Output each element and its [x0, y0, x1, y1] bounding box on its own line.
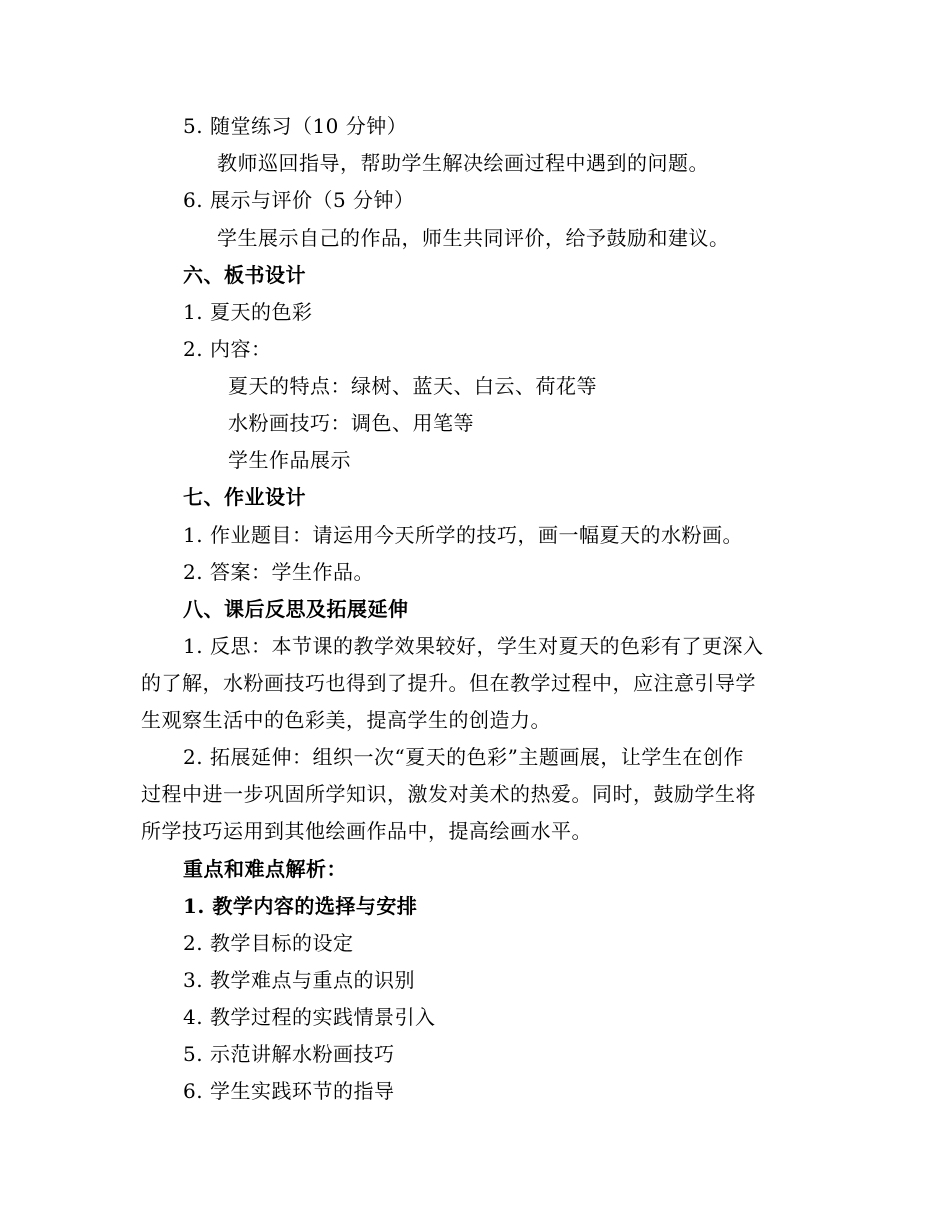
- list-item-homework-1: 1. 作业题目：请运用今天所学的技巧，画一幅夏天的水粉画。: [183, 523, 743, 547]
- board-sub-item-features: 夏天的特点：绿树、蓝天、白云、荷花等: [228, 374, 597, 398]
- list-item-key-point-6: 6. 学生实践环节的指导: [183, 1079, 395, 1103]
- list-item-key-point-1: 1. 教学内容的选择与安排: [183, 894, 418, 918]
- paragraph-extension-line-1: 2. 拓展延伸：组织一次“夏天的色彩”主题画展，让学生在创作: [183, 745, 744, 769]
- list-item-homework-2: 2. 答案：学生作品。: [183, 560, 374, 584]
- list-item-key-point-3: 3. 教学难点与重点的识别: [183, 968, 415, 992]
- board-sub-item-techniques: 水粉画技巧：调色、用笔等: [228, 411, 474, 435]
- section-heading-reflection: 八、课后反思及拓展延伸: [183, 597, 409, 621]
- list-item-practice-body: 教师巡回指导，帮助学生解决绘画过程中遇到的问题。: [217, 151, 709, 175]
- board-sub-item-showcase: 学生作品展示: [228, 448, 351, 472]
- list-item-key-point-4: 4. 教学过程的实践情景引入: [183, 1005, 436, 1029]
- paragraph-extension-line-3: 所学技巧运用到其他绘画作品中，提高绘画水平。: [141, 819, 592, 843]
- list-item-board-1: 1. 夏天的色彩: [183, 300, 313, 324]
- paragraph-reflection-line-3: 生观察生活中的色彩美，提高学生的创造力。: [141, 708, 551, 732]
- list-item-display-body: 学生展示自己的作品，师生共同评价，给予鼓励和建议。: [217, 226, 730, 250]
- section-heading-homework: 七、作业设计: [183, 485, 306, 509]
- list-item-key-point-2: 2. 教学目标的设定: [183, 931, 354, 955]
- list-item-display-title: 6. 展示与评价（5 分钟）: [183, 188, 415, 212]
- paragraph-reflection-line-2: 的了解，水粉画技巧也得到了提升。但在教学过程中，应注意引导学: [141, 671, 756, 695]
- list-item-board-2: 2. 内容：: [183, 337, 272, 361]
- list-item-practice-title: 5. 随堂练习（10 分钟）: [183, 114, 408, 138]
- section-heading-board-design: 六、板书设计: [183, 263, 306, 287]
- paragraph-extension-line-2: 过程中进一步巩固所学知识，激发对美术的热爱。同时，鼓励学生将: [141, 782, 756, 806]
- list-item-key-point-5: 5. 示范讲解水粉画技巧: [183, 1042, 395, 1066]
- section-heading-key-points: 重点和难点解析：: [183, 857, 347, 881]
- paragraph-reflection-line-1: 1. 反思：本节课的教学效果较好，学生对夏天的色彩有了更深入: [183, 634, 764, 658]
